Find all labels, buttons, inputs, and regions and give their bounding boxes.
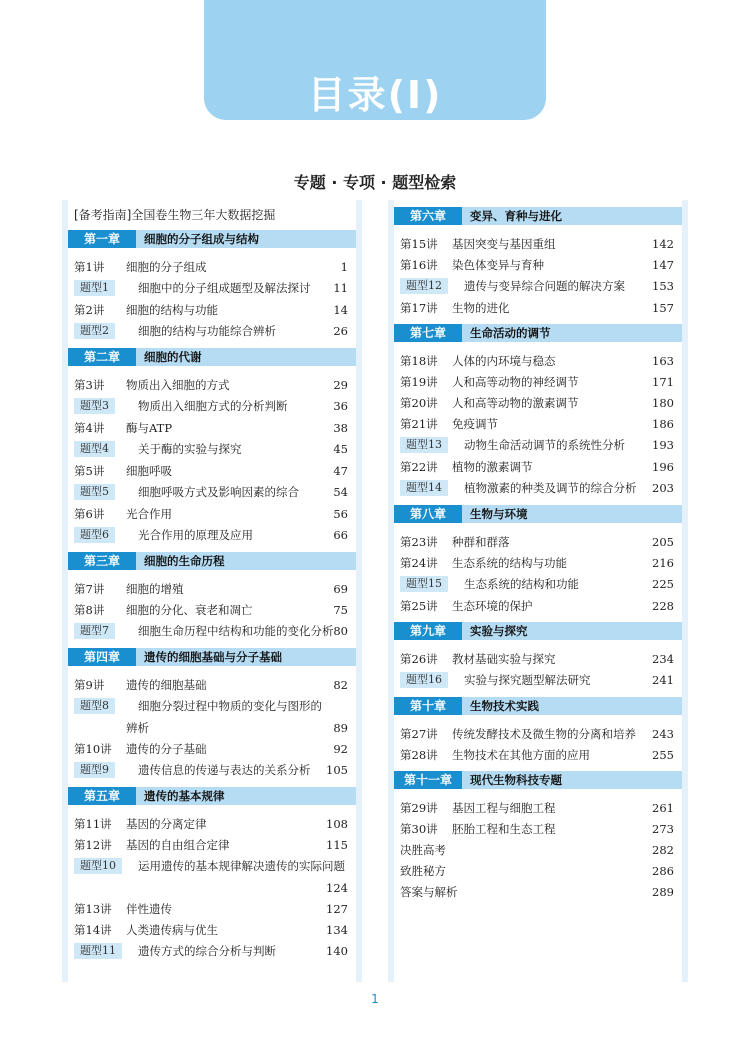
page-ref: 29 (333, 378, 348, 392)
lecture-label: 第3讲 (74, 378, 105, 392)
entry-title: 动物生命活动调节的系统性分析 (464, 438, 625, 452)
page-ref: 163 (652, 354, 674, 368)
question-type-tag: 题型3 (74, 398, 115, 414)
toc-entry[interactable] (74, 676, 348, 694)
entry-title: 基因突变与基因重组 (452, 237, 556, 251)
page-ref: 289 (652, 885, 674, 899)
page-ref: 216 (652, 556, 674, 570)
page-ref: 115 (326, 838, 348, 852)
toc-entry[interactable] (74, 601, 348, 619)
page-title: 目录(Ⅰ) (307, 73, 443, 117)
entry-title: 光合作用的原理及应用 (138, 528, 253, 542)
chapter-badge: 第二章 (68, 348, 136, 366)
page-ref: 1 (340, 260, 348, 274)
lecture-label: 第9讲 (74, 678, 105, 692)
toc-entry[interactable] (400, 479, 674, 497)
toc-entry[interactable] (400, 883, 674, 901)
toc-entry[interactable] (74, 622, 348, 640)
toc-entry[interactable] (400, 841, 674, 859)
chapter-badge: 第七章 (394, 324, 462, 342)
entry-title: 植物激素的种类及调节的综合分析 (464, 481, 637, 495)
chapter-header (394, 622, 682, 640)
page-ref: 124 (326, 881, 348, 895)
chapter-header (68, 787, 356, 805)
page-ref: 261 (652, 801, 674, 815)
entry-title: 细胞呼吸 (126, 464, 172, 478)
lecture-label: 第16讲 (400, 258, 438, 272)
entry-title: 细胞的分化、衰老和凋亡 (126, 603, 253, 617)
toc-entry[interactable] (400, 650, 674, 668)
toc-entry[interactable] (400, 862, 674, 880)
entry-title: 遗传的分子基础 (126, 742, 207, 756)
toc-entry[interactable] (74, 740, 348, 758)
chapter-header (394, 207, 682, 225)
chapter-header (394, 505, 682, 523)
toc-entry[interactable] (400, 799, 674, 817)
entry-title: 细胞的增殖 (126, 582, 184, 596)
question-type-tag: 题型12 (400, 278, 448, 294)
page-ref: 153 (652, 279, 674, 293)
page-ref: 11 (333, 281, 348, 295)
entry-title: 辨析 (126, 721, 149, 735)
entry-title: 人和高等动物的神经调节 (452, 375, 579, 389)
page-ref: 171 (652, 375, 674, 389)
entry-title: 细胞中的分子组成题型及解法探讨 (138, 281, 311, 295)
page-ref: 26 (333, 324, 348, 338)
page-number: 1 (371, 992, 379, 1006)
entry-title: 细胞的结构与功能综合辨析 (138, 324, 276, 338)
page-ref: 69 (333, 582, 348, 596)
lecture-label: 第25讲 (400, 599, 438, 613)
toc-entry[interactable] (74, 301, 348, 319)
lecture-label: 第4讲 (74, 421, 105, 435)
question-type-tag: 题型8 (74, 698, 115, 714)
entry-title: 答案与解析 (400, 885, 458, 899)
chapter-header (394, 324, 682, 342)
toc-entry[interactable] (400, 575, 674, 593)
lecture-label: 第27讲 (400, 727, 438, 741)
chapter-title: 细胞的生命历程 (144, 554, 225, 568)
lecture-label: 第30讲 (400, 822, 438, 836)
chapter-badge: 第三章 (68, 552, 136, 570)
chapter-badge: 第十章 (394, 697, 462, 715)
page-ref: 273 (652, 822, 674, 836)
toc-entry[interactable] (74, 921, 348, 939)
entry-title: 实验与探究题型解法研究 (464, 673, 591, 687)
entry-title: 光合作用 (126, 507, 172, 521)
entry-title: 遗传方式的综合分析与判断 (138, 944, 276, 958)
question-type-tag: 题型15 (400, 576, 448, 592)
page-ref: 56 (333, 507, 348, 521)
page-ref: 243 (652, 727, 674, 741)
toc-entry[interactable] (74, 440, 348, 458)
entry-title: 物质出入细胞的方式 (126, 378, 230, 392)
page-ref: 140 (326, 944, 348, 958)
toc-entry[interactable] (400, 725, 674, 743)
entry-title: 生态环境的保护 (452, 599, 533, 613)
entry-title: 细胞呼吸方式及影响因素的综合 (138, 485, 299, 499)
lecture-label: 第8讲 (74, 603, 105, 617)
lecture-label: 第18讲 (400, 354, 438, 368)
lecture-label: 第11讲 (74, 817, 112, 831)
entry-title: 遗传与变异综合问题的解决方案 (464, 279, 625, 293)
entry-title: 生物技术在其他方面的应用 (452, 748, 590, 762)
entry-title: 基因工程与细胞工程 (452, 801, 556, 815)
lecture-label: 第26讲 (400, 652, 438, 666)
toc-entry[interactable] (400, 299, 674, 317)
page-ref: 203 (652, 481, 674, 495)
entry-title: 人类遗传病与优生 (126, 923, 218, 937)
entry-title: 人和高等动物的激素调节 (452, 396, 579, 410)
entry-title: 种群和群落 (452, 535, 510, 549)
chapter-badge: 第九章 (394, 622, 462, 640)
chapter-title: 细胞的代谢 (144, 350, 202, 364)
page-ref: 255 (652, 748, 674, 762)
toc-entry[interactable] (74, 580, 348, 598)
entry-title: 物质出入细胞方式的分析判断 (138, 399, 288, 413)
toc-entry[interactable] (400, 746, 674, 764)
page-ref: 286 (652, 864, 674, 878)
entry-title: 细胞生命历程中结构和功能的变化分析 (138, 624, 334, 638)
chapter-badge: 第四章 (68, 648, 136, 666)
page-ref: 66 (333, 528, 348, 542)
page-ref: 180 (652, 396, 674, 410)
toc-entry[interactable] (400, 597, 674, 615)
entry-title: 关于酶的实验与探究 (138, 442, 242, 456)
entry-title: 胚胎工程和生态工程 (452, 822, 556, 836)
page-ref: 157 (652, 301, 674, 315)
lecture-label: 第6讲 (74, 507, 105, 521)
lecture-label: 第29讲 (400, 801, 438, 815)
lecture-label: 第10讲 (74, 742, 112, 756)
entry-title: 细胞的分子组成 (126, 260, 207, 274)
toc-entry[interactable] (74, 942, 348, 960)
chapter-title: 生命活动的调节 (470, 326, 551, 340)
toc-entry[interactable] (400, 671, 674, 689)
chapter-badge: 第一章 (68, 230, 136, 248)
lecture-label: 第24讲 (400, 556, 438, 570)
toc-entry[interactable] (400, 415, 674, 433)
toc-entry[interactable] (74, 419, 348, 437)
toc-entry[interactable] (74, 258, 348, 276)
page-ref: 47 (333, 464, 348, 478)
lecture-label: 第5讲 (74, 464, 105, 478)
entry-title: 生态系统的结构与功能 (452, 556, 567, 570)
chapter-header (68, 552, 356, 570)
toc-entry[interactable] (74, 900, 348, 918)
question-type-tag: 题型6 (74, 527, 115, 543)
entry-title: 生态系统的结构和功能 (464, 577, 579, 591)
lecture-label: 第2讲 (74, 303, 105, 317)
toc-entry[interactable] (74, 526, 348, 544)
entry-title: 传统发酵技术及微生物的分离和培养 (452, 727, 636, 741)
page-ref: 193 (652, 438, 674, 452)
page-ref: 108 (326, 817, 348, 831)
page-subtitle: 专题 · 专项 · 题型检索 (293, 173, 457, 192)
page-ref: 186 (652, 417, 674, 431)
toc-entry[interactable] (74, 505, 348, 523)
question-type-tag: 题型5 (74, 484, 115, 500)
entry-title: 基因的自由组合定律 (126, 838, 230, 852)
entry-title: 细胞的结构与功能 (126, 303, 218, 317)
lecture-label: 第21讲 (400, 417, 438, 431)
entry-title: 植物的激素调节 (452, 460, 533, 474)
toc-entry[interactable] (400, 458, 674, 476)
chapter-header (68, 348, 356, 366)
chapter-badge: 第六章 (394, 207, 462, 225)
page-ref: 147 (652, 258, 674, 272)
lecture-label: 第14讲 (74, 923, 112, 937)
page-ref: 80 (333, 624, 348, 638)
toc-entry[interactable] (400, 554, 674, 572)
chapter-title: 生物技术实践 (470, 699, 539, 713)
chapter-badge: 第五章 (68, 787, 136, 805)
entry-title: 基因的分离定律 (126, 817, 207, 831)
page-ref: 142 (652, 237, 674, 251)
lecture-label: 第7讲 (74, 582, 105, 596)
page-ref: 89 (333, 721, 348, 735)
toc-entry[interactable] (400, 820, 674, 838)
lecture-label: 第23讲 (400, 535, 438, 549)
lecture-label: 第17讲 (400, 301, 438, 315)
question-type-tag: 题型14 (400, 480, 448, 496)
toc-entry[interactable] (74, 462, 348, 480)
question-type-tag: 题型16 (400, 672, 448, 688)
chapter-header (394, 697, 682, 715)
question-type-tag: 题型2 (74, 323, 115, 339)
entry-title: 遗传信息的传递与表达的关系分析 (138, 763, 311, 777)
toc-entry[interactable] (74, 397, 348, 415)
entry-title: 细胞分裂过程中物质的变化与图形的 (138, 699, 322, 713)
page-ref: 127 (326, 902, 348, 916)
chapter-title: 变异、育种与进化 (470, 209, 562, 223)
toc-entry[interactable] (400, 235, 674, 253)
title-banner (204, 0, 546, 120)
toc-entry[interactable] (74, 879, 348, 897)
chapter-title: 实验与探究 (470, 624, 528, 638)
question-type-tag: 题型1 (74, 280, 115, 296)
lecture-label: 第13讲 (74, 902, 112, 916)
toc-entry[interactable] (74, 857, 348, 875)
question-type-tag: 题型11 (74, 943, 122, 959)
page-ref: 92 (333, 742, 348, 756)
question-type-tag: 题型4 (74, 441, 115, 457)
entry-title: 致胜秘方 (400, 864, 446, 878)
page-ref: 105 (326, 763, 348, 777)
toc-entry[interactable] (74, 697, 348, 715)
page-ref: 75 (333, 603, 348, 617)
toc-entry[interactable] (74, 836, 348, 854)
toc-entry[interactable] (74, 761, 348, 779)
toc-entry[interactable] (74, 483, 348, 501)
page-ref: 205 (652, 535, 674, 549)
toc-entry[interactable] (400, 373, 674, 391)
entry-title: 人体的内环境与稳态 (452, 354, 556, 368)
chapter-title: 现代生物科技专题 (470, 773, 562, 787)
toc-entry[interactable] (400, 352, 674, 370)
toc-entry[interactable] (74, 279, 348, 297)
toc-entry[interactable] (74, 815, 348, 833)
entry-title: 运用遗传的基本规律解决遗传的实际问题 (138, 859, 345, 873)
question-type-tag: 题型9 (74, 762, 115, 778)
entry-title: 教材基础实验与探究 (452, 652, 556, 666)
page-ref: 196 (652, 460, 674, 474)
page-ref: 82 (333, 678, 348, 692)
toc-entry[interactable] (74, 376, 348, 394)
page-ref: 234 (652, 652, 674, 666)
chapter-title: 生物与环境 (470, 507, 528, 521)
page-ref: 54 (333, 485, 348, 499)
page-ref: 38 (333, 421, 348, 435)
page-ref: 36 (333, 399, 348, 413)
entry-title: 伴性遗传 (126, 902, 172, 916)
toc-entry[interactable] (400, 533, 674, 551)
guide-label: [备考指南]全国卷生物三年大数据挖掘 (74, 208, 276, 222)
entry-title: 酶与ATP (126, 421, 173, 435)
toc-entry[interactable] (400, 256, 674, 274)
chapter-title: 细胞的分子组成与结构 (144, 232, 259, 246)
entry-title: 生物的进化 (452, 301, 510, 315)
entry-title: 免疫调节 (452, 417, 498, 431)
chapter-badge: 第八章 (394, 505, 462, 523)
toc-entry[interactable] (74, 322, 348, 340)
page-ref: 225 (652, 577, 674, 591)
toc-entry[interactable] (400, 394, 674, 412)
chapter-header (68, 648, 356, 666)
chapter-header (394, 771, 682, 789)
page-ref: 14 (333, 303, 348, 317)
entry-title: 决胜高考 (400, 843, 446, 857)
page-ref: 241 (652, 673, 674, 687)
question-type-tag: 题型13 (400, 437, 448, 453)
question-type-tag: 题型7 (74, 623, 115, 639)
page-ref: 282 (652, 843, 674, 857)
lecture-label: 第19讲 (400, 375, 438, 389)
toc-entry[interactable] (74, 719, 348, 737)
chapter-header (68, 230, 356, 248)
chapter-title: 遗传的细胞基础与分子基础 (144, 650, 282, 664)
toc-entry[interactable] (400, 277, 674, 295)
question-type-tag: 题型10 (74, 858, 122, 874)
lecture-label: 第28讲 (400, 748, 438, 762)
lecture-label: 第22讲 (400, 460, 438, 474)
entry-title: 遗传的细胞基础 (126, 678, 207, 692)
page-ref: 45 (333, 442, 348, 456)
chapter-badge: 第十一章 (394, 771, 462, 789)
entry-title: 染色体变异与育种 (452, 258, 544, 272)
lecture-label: 第20讲 (400, 396, 438, 410)
toc-entry[interactable] (400, 436, 674, 454)
chapter-title: 遗传的基本规律 (144, 789, 225, 803)
lecture-label: 第12讲 (74, 838, 112, 852)
page-ref: 134 (326, 923, 348, 937)
page-ref: 228 (652, 599, 674, 613)
lecture-label: 第1讲 (74, 260, 105, 274)
lecture-label: 第15讲 (400, 237, 438, 251)
